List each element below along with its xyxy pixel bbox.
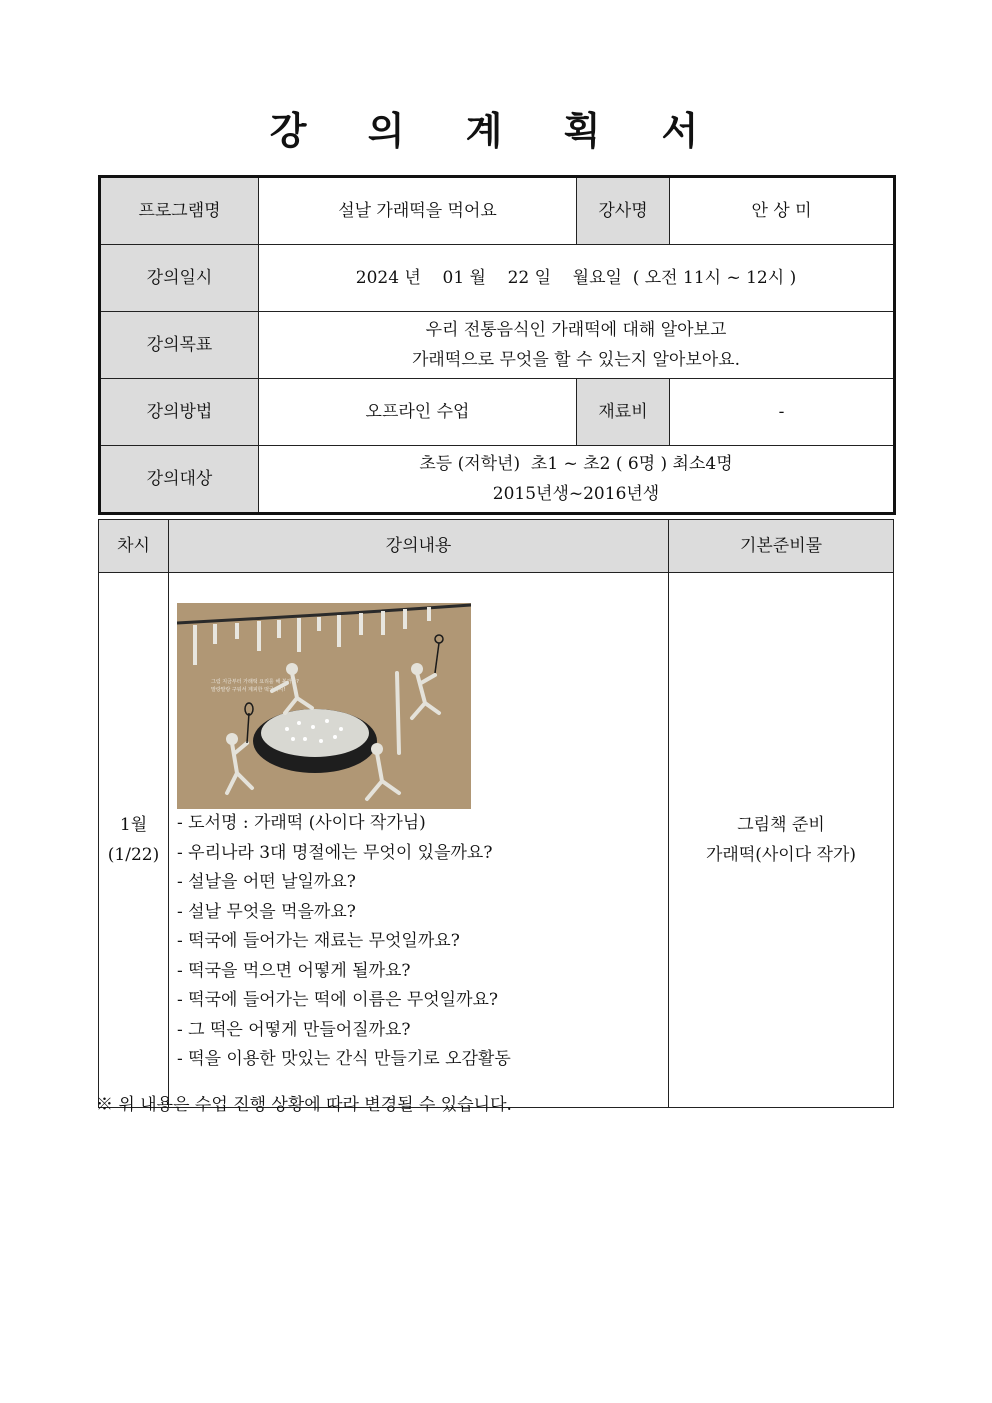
content-bullet: - 설날 무엇을 먹을까요?	[177, 901, 356, 922]
footnote: ※ 위 내용은 수업 진행 상황에 따라 변경될 수 있습니다.	[96, 1095, 512, 1115]
illustration-text-2: 말랑말랑 구워서 계피한 떡국이지!	[211, 687, 286, 693]
info-table	[98, 175, 896, 515]
session-date: (1/22)	[107, 845, 160, 865]
instructor-label: 강사명	[577, 177, 670, 245]
method-label: 강의방법	[100, 379, 259, 446]
goal-line-1: 우리 전통음식인 가래떡에 대해 알아보고	[425, 320, 727, 340]
content-header: 강의내용	[169, 520, 669, 573]
target-line-2: 2015년생~2016년생	[492, 484, 660, 504]
content-bullet: - 떡국에 들어가는 재료는 무엇일까요?	[177, 931, 460, 951]
materials-header: 기본준비물	[669, 520, 894, 573]
content-bullet: - 설날을 어떤 날일까요?	[177, 872, 356, 892]
date-value: 2024 년 01 월 22 일 월요일 ( 오전 11시 ~ 12시 )	[259, 245, 895, 312]
content-bullet: - 떡국에 들어가는 떡에 이름은 무엇일까요?	[177, 990, 499, 1010]
session-month: 1월	[119, 815, 148, 835]
goal-label: 강의목표	[100, 312, 259, 379]
target-value	[259, 446, 895, 514]
picture-book-illustration	[177, 603, 471, 809]
goal-line-2: 가래떡으로 무엇을 할 수 있는지 알아보아요.	[411, 350, 741, 370]
target-line-1: 초등 (저학년) 초1 ~ 초2 ( 6명 ) 최소4명	[419, 454, 733, 474]
program-label: 프로그램명	[100, 177, 259, 245]
content-bullet: - 우리나라 3대 명절에는 무엇이 있을까요?	[177, 842, 493, 863]
schedule-table	[98, 519, 894, 1108]
materials-line-1: 그림책 준비	[737, 815, 825, 835]
fee-label: 재료비	[577, 379, 670, 446]
document-title: 강 의 계 획 서	[269, 109, 723, 153]
materials-line-2: 가래떡(사이다 작가)	[705, 845, 857, 865]
target-label: 강의대상	[100, 446, 259, 514]
content-bullet: - 떡을 이용한 맛있는 간식 만들기로 오감활동	[177, 1049, 511, 1069]
content-bullet: - 그 떡은 어떻게 만들어질까요?	[177, 1019, 411, 1040]
fee-value: -	[670, 379, 895, 446]
content-bullet: - 떡국을 먹으면 어떻게 될까요?	[177, 960, 411, 981]
date-label: 강의일시	[100, 245, 259, 312]
instructor-value: 안 상 미	[670, 177, 895, 245]
content-bullet: - 도서명 : 가래떡 (사이다 작가님)	[177, 813, 426, 833]
method-value: 오프라인 수업	[259, 379, 577, 446]
program-value: 설날 가래떡을 먹어요	[259, 177, 577, 245]
content-cell	[169, 573, 669, 1108]
illustration-text-1: 그럼 지금부터 가래떡 요리를 해 볼까나?	[211, 679, 299, 685]
materials-cell	[669, 573, 894, 1108]
content-bullet-list	[177, 809, 668, 1075]
session-cell	[99, 573, 169, 1108]
session-header: 차시	[99, 520, 169, 573]
goal-value	[259, 312, 895, 379]
